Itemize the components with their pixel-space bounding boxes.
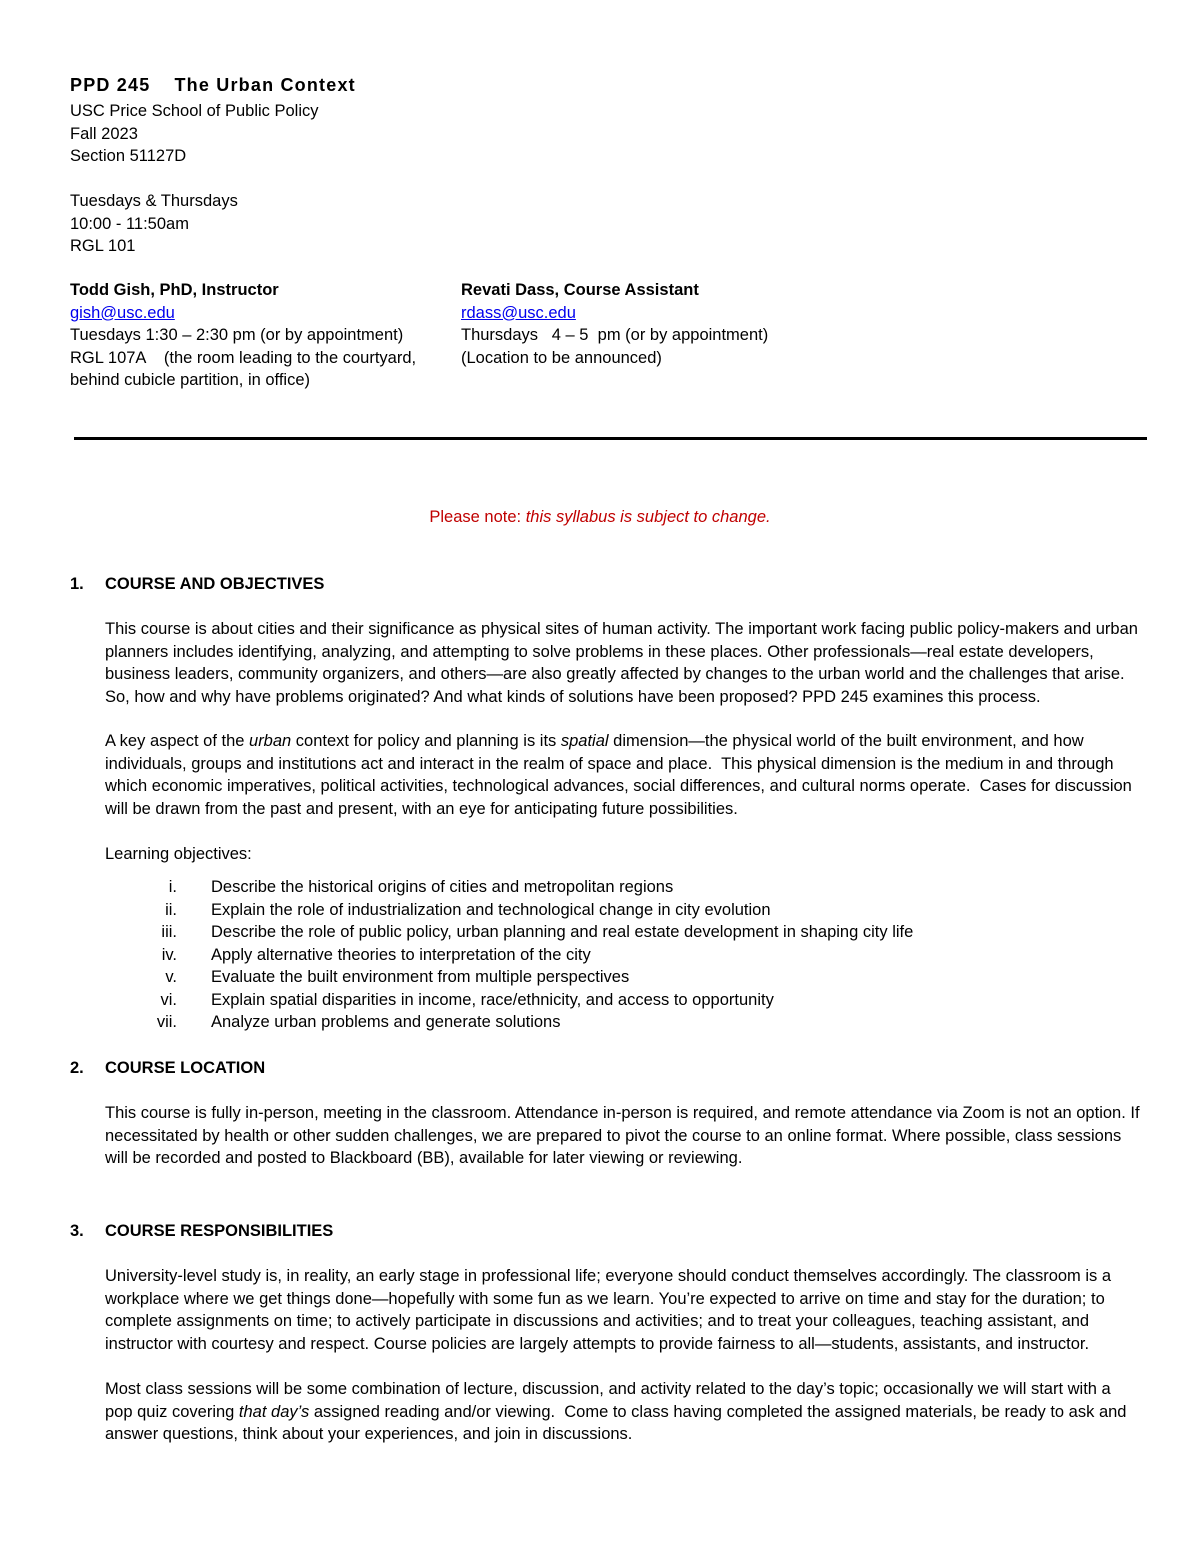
section-heading-objectives [70,573,324,596]
list-item: vii. Analyze urban problems and generate solutions [156,1013,561,1031]
list-item: i. Describe the historical origins of cities and metropolitan regions [168,878,674,896]
course-name: The Urban Context [174,75,356,95]
learning-objectives-label: Learning objectives: [105,845,252,863]
assistant-heading: Revati Dass, Course Assistant [461,281,699,299]
list-item: iii. Describe the role of public policy, urban planning and real estate development in shaping city life [161,923,914,941]
section-number: 2. [70,1059,84,1077]
objectives-paragraph-1: This course is about cities and their significance as physical sites of human activity. The important work facing public policy-makers and urban planners includes identifying, analyzing, and attempting to solve problems in these places. Other professionals—real estate developers, business leaders, community organizers, and others—are also greatly affected by changes to the urban world and the challenges that arise. So, how and why have problems originated? And what kinds of solutions have been proposed? PPD 245 examines this process. [105,620,1138,706]
assistant-location: (Location to be announced) [461,348,662,367]
section-title: COURSE AND OBJECTIVES [105,575,325,593]
instructor-office-location: RGL 107A (the room leading to the courtyard, [70,348,417,367]
instructor-heading: Todd Gish, PhD, Instructor [70,281,279,299]
header-divider [74,437,1147,440]
school-name: USC Price School of Public Policy [70,102,319,120]
section-title: COURSE RESPONSIBILITIES [105,1222,334,1240]
course-info [70,100,319,258]
instructor-office-hours: Tuesdays 1:30 – 2:30 pm (or by appointment) [70,326,404,344]
responsibilities-paragraph-1: University-level study is, in reality, an early stage in professional life; everyone should conduct themselves accordingly. The classroom is a workplace where we get things done—hopefully with some fun as we learn. You’re expected to arrive on time and stay for the duration; to complete assignments on time; to actively participate in discussions and activities; and to treat your colleagues, teaching assistant, and instructor with courtesy and respect. Course policies are largely attempts to provide fairness to all—students, assistants, and instructor. [105,1267,1112,1353]
syllabus-change-note [0,506,1200,529]
list-item: ii. Explain the role of industrialization and technological change in city evolution [165,900,771,919]
note-emphasis: this syllabus is subject to change. [525,508,771,526]
instructor-info [70,279,416,392]
list-item: vi. Explain spatial disparities in income, race/ethnicity, and access to opportunity [160,990,774,1009]
note-prefix: Please note: [429,508,526,526]
location-paragraph: This course is fully in-person, meeting in the classroom. Attendance in-person is required, and remote attendance via Zoom is not an option. If necessitated by health or other sudden challenges, we are prepared to pivot the course to an online format. Where possible, class sessions will be recorded and posted to Blackboard (BB), available for later viewing or reviewing. [105,1104,1140,1167]
instructor-office-location-detail: behind cubicle partition, in office) [70,371,311,389]
assistant-info [461,279,768,369]
instructor-email-link[interactable]: gish@usc.edu [70,303,175,322]
responsibilities-paragraph-2: Most class sessions will be some combination of lecture, discussion, and activity related to the day’s topic; occasionally we will start with a pop quiz covering that day’s assigned reading and/or viewing. Come to class having completed the assigned materials, be ready to ask and answer questions, think about your experiences, and join in discussions. [105,1380,1132,1443]
meeting-room: RGL 101 [70,237,136,255]
meeting-time: 10:00 - 11:50am [70,214,189,233]
term: Fall 2023 [70,124,138,143]
course-title [70,74,356,97]
section-heading-location [70,1057,265,1080]
assistant-office-hours: Thursdays 4 – 5 pm (or by appointment) [461,326,769,344]
section-number: 1. [70,575,84,593]
section-title: COURSE LOCATION [105,1059,266,1077]
section-number: 3. [70,1222,84,1240]
meeting-days: Tuesdays & Thursdays [70,192,238,210]
course-code: PPD 245 [70,75,151,95]
list-item: v. Evaluate the built environment from multiple perspectives [165,968,630,986]
emphasis-urban: urban [249,732,292,750]
learning-objectives-list [105,876,1005,1034]
assistant-email-link[interactable]: rdass@usc.edu [461,303,576,322]
objectives-paragraph-2: A key aspect of the urban context for policy and planning is its spatial dimension—the physical world of the built environment, and how individuals, groups and institutions act and interact in the realm of space and place. This physical dimension is the medium in and through which economic imperatives, political activities, technological advances, social differences, and cultural norms operate. Cases for discussion will be drawn from the past and present, with an eye for anticipating future possibilities. [105,732,1137,818]
emphasis-that-days: that day’s [238,1402,310,1421]
section-number: Section 51127D [70,147,187,165]
list-item: iv. Apply alternative theories to interpretation of the city [161,945,591,964]
section-heading-responsibilities [70,1220,333,1243]
emphasis-spatial: spatial [560,732,609,750]
